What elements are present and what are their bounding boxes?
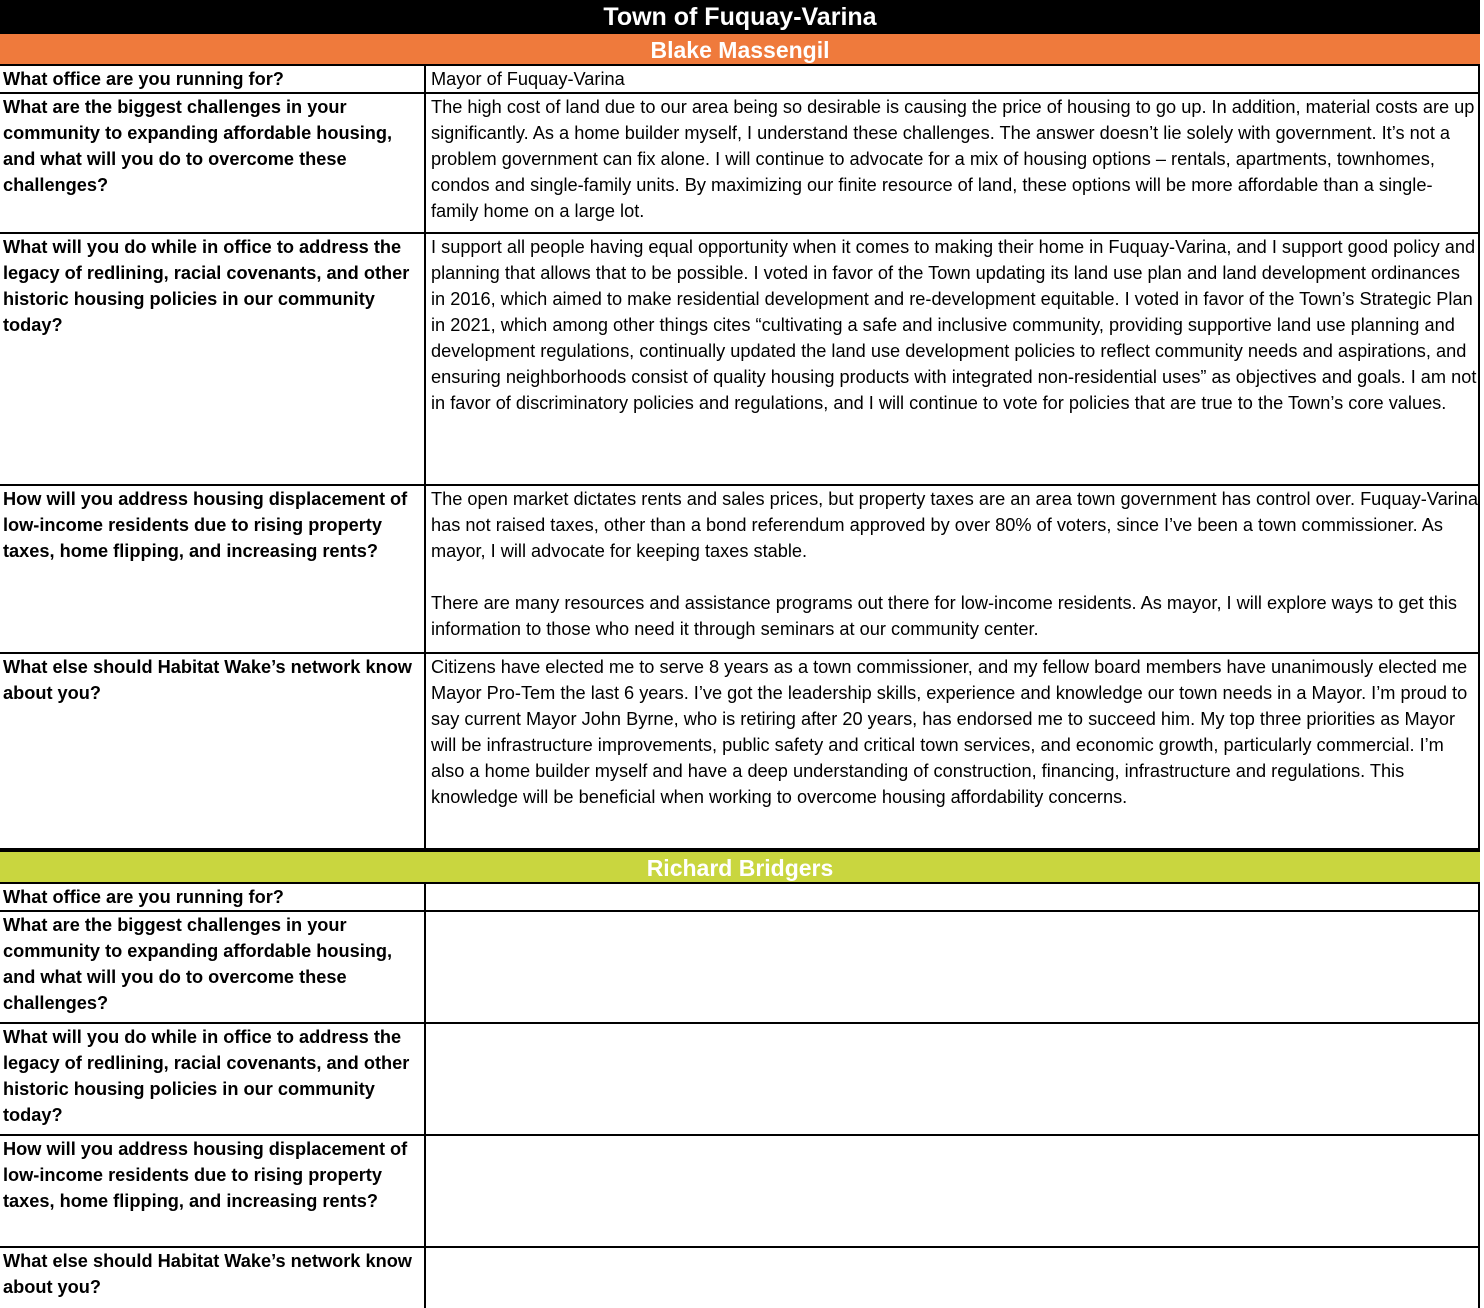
- question-cell: What office are you running for?: [0, 884, 426, 910]
- table-row: [0, 1024, 1480, 1136]
- table-row: [0, 1248, 1480, 1308]
- answer-text: The high cost of land due to our area being so desirable is causing the price of housing to go up. In addition, material costs are up significantly. As a home builder myself, I understand these challenges. The answer doesn’t lie solely with government. It’s not a problem government can fix alone. I will continue to advocate for a mix of housing options – rentals, apartments, townhomes, condos and single-family units. By maximizing our finite resource of land, these options will be more affordable than a single-family home on a large lot.: [431, 97, 1475, 221]
- answer-text: Mayor of Fuquay-Varina: [431, 69, 625, 89]
- question-cell: How will you address housing displacement of low-income residents due to rising property taxes, home flipping, and increasing rents?: [0, 1136, 426, 1246]
- candidate-header-blake: Blake Massengil: [0, 34, 1480, 66]
- table-row: [0, 486, 1480, 654]
- question-cell: What office are you running for?: [0, 66, 426, 92]
- answer-cell: [426, 654, 1480, 848]
- table-row: [0, 912, 1480, 1024]
- table-row: [0, 234, 1480, 486]
- answer-cell: [426, 66, 1480, 92]
- question-cell: What are the biggest challenges in your community to expanding affordable housing, and what will you do to overcome these challenges?: [0, 94, 426, 232]
- question-cell: What are the biggest challenges in your community to expanding affordable housing, and what will you do to overcome these challenges?: [0, 912, 426, 1022]
- question-cell: What else should Habitat Wake’s network know about you?: [0, 654, 426, 848]
- question-cell: How will you address housing displacement of low-income residents due to rising property taxes, home flipping, and increasing rents?: [0, 486, 426, 652]
- candidate-header-richard: Richard Bridgers: [0, 850, 1480, 884]
- answer-cell: [426, 912, 1480, 1022]
- answer-cell: [426, 1248, 1480, 1308]
- answer-cell: [426, 486, 1480, 652]
- table-row: [0, 66, 1480, 94]
- answer-text: The open market dictates rents and sales prices, but property taxes are an area town government has control over. Fuquay-Varina has not raised taxes, other than a bond referendum approved by over 80% of voters, since I’ve been a town commissioner. As mayor, I will advocate for keeping taxes stable.: [431, 489, 1479, 561]
- table-row: [0, 654, 1480, 850]
- answer-cell: [426, 1136, 1480, 1246]
- page-title: Town of Fuquay-Varina: [0, 0, 1480, 34]
- answer-text: Citizens have elected me to serve 8 years as a town commissioner, and my fellow board members have unanimously elected me Mayor Pro-Tem the last 6 years. I’ve got the leadership skills, experience and knowledge our town needs in a Mayor. I’m proud to say current Mayor John Byrne, who is retiring after 20 years, has endorsed me to succeed him. My top three priorities as Mayor will be infrastructure improvements, public safety and critical town services, and economic growth, particularly commercial. I’m also a home builder myself and have a deep understanding of construction, financing, infrastructure and regulations. This knowledge will be beneficial when working to overcome housing affordability concerns.: [431, 657, 1468, 807]
- answer-cell: [426, 94, 1480, 232]
- question-cell: What will you do while in office to address the legacy of redlining, racial covenants, and other historic housing policies in our community today?: [0, 234, 426, 484]
- answer-cell: [426, 884, 1480, 910]
- answer-text: I support all people having equal opportunity when it comes to making their home in Fuquay-Varina, and I support good policy and planning that allows that to be possible. I voted in favor of the Town updating its land use plan and land development ordinances in 2016, which aimed to make residential development and re-development equitable. I voted in favor of the Town’s Strategic Plan in 2021, which among other things cites “cultivating a safe and inclusive community, providing supportive land use planning and development regulations, continually updated the land use development policies to reflect community needs and aspirations, and ensuring neighborhoods consist of quality housing products with integrated non-residential uses” as objectives and goals. I am not in favor of discriminatory policies and regulations, and I will continue to vote for policies that are true to the Town’s core values.: [431, 237, 1477, 413]
- table-row: [0, 884, 1480, 912]
- table-row: [0, 94, 1480, 234]
- answer-cell: [426, 234, 1480, 484]
- question-cell: What else should Habitat Wake’s network know about you?: [0, 1248, 426, 1308]
- question-cell: What will you do while in office to address the legacy of redlining, racial covenants, and other historic housing policies in our community today?: [0, 1024, 426, 1134]
- table-row: [0, 1136, 1480, 1248]
- answer-text: There are many resources and assistance programs out there for low-income residents. As mayor, I will explore ways to get this information to those who need it through seminars at our community center.: [431, 593, 1458, 639]
- answer-cell: [426, 1024, 1480, 1134]
